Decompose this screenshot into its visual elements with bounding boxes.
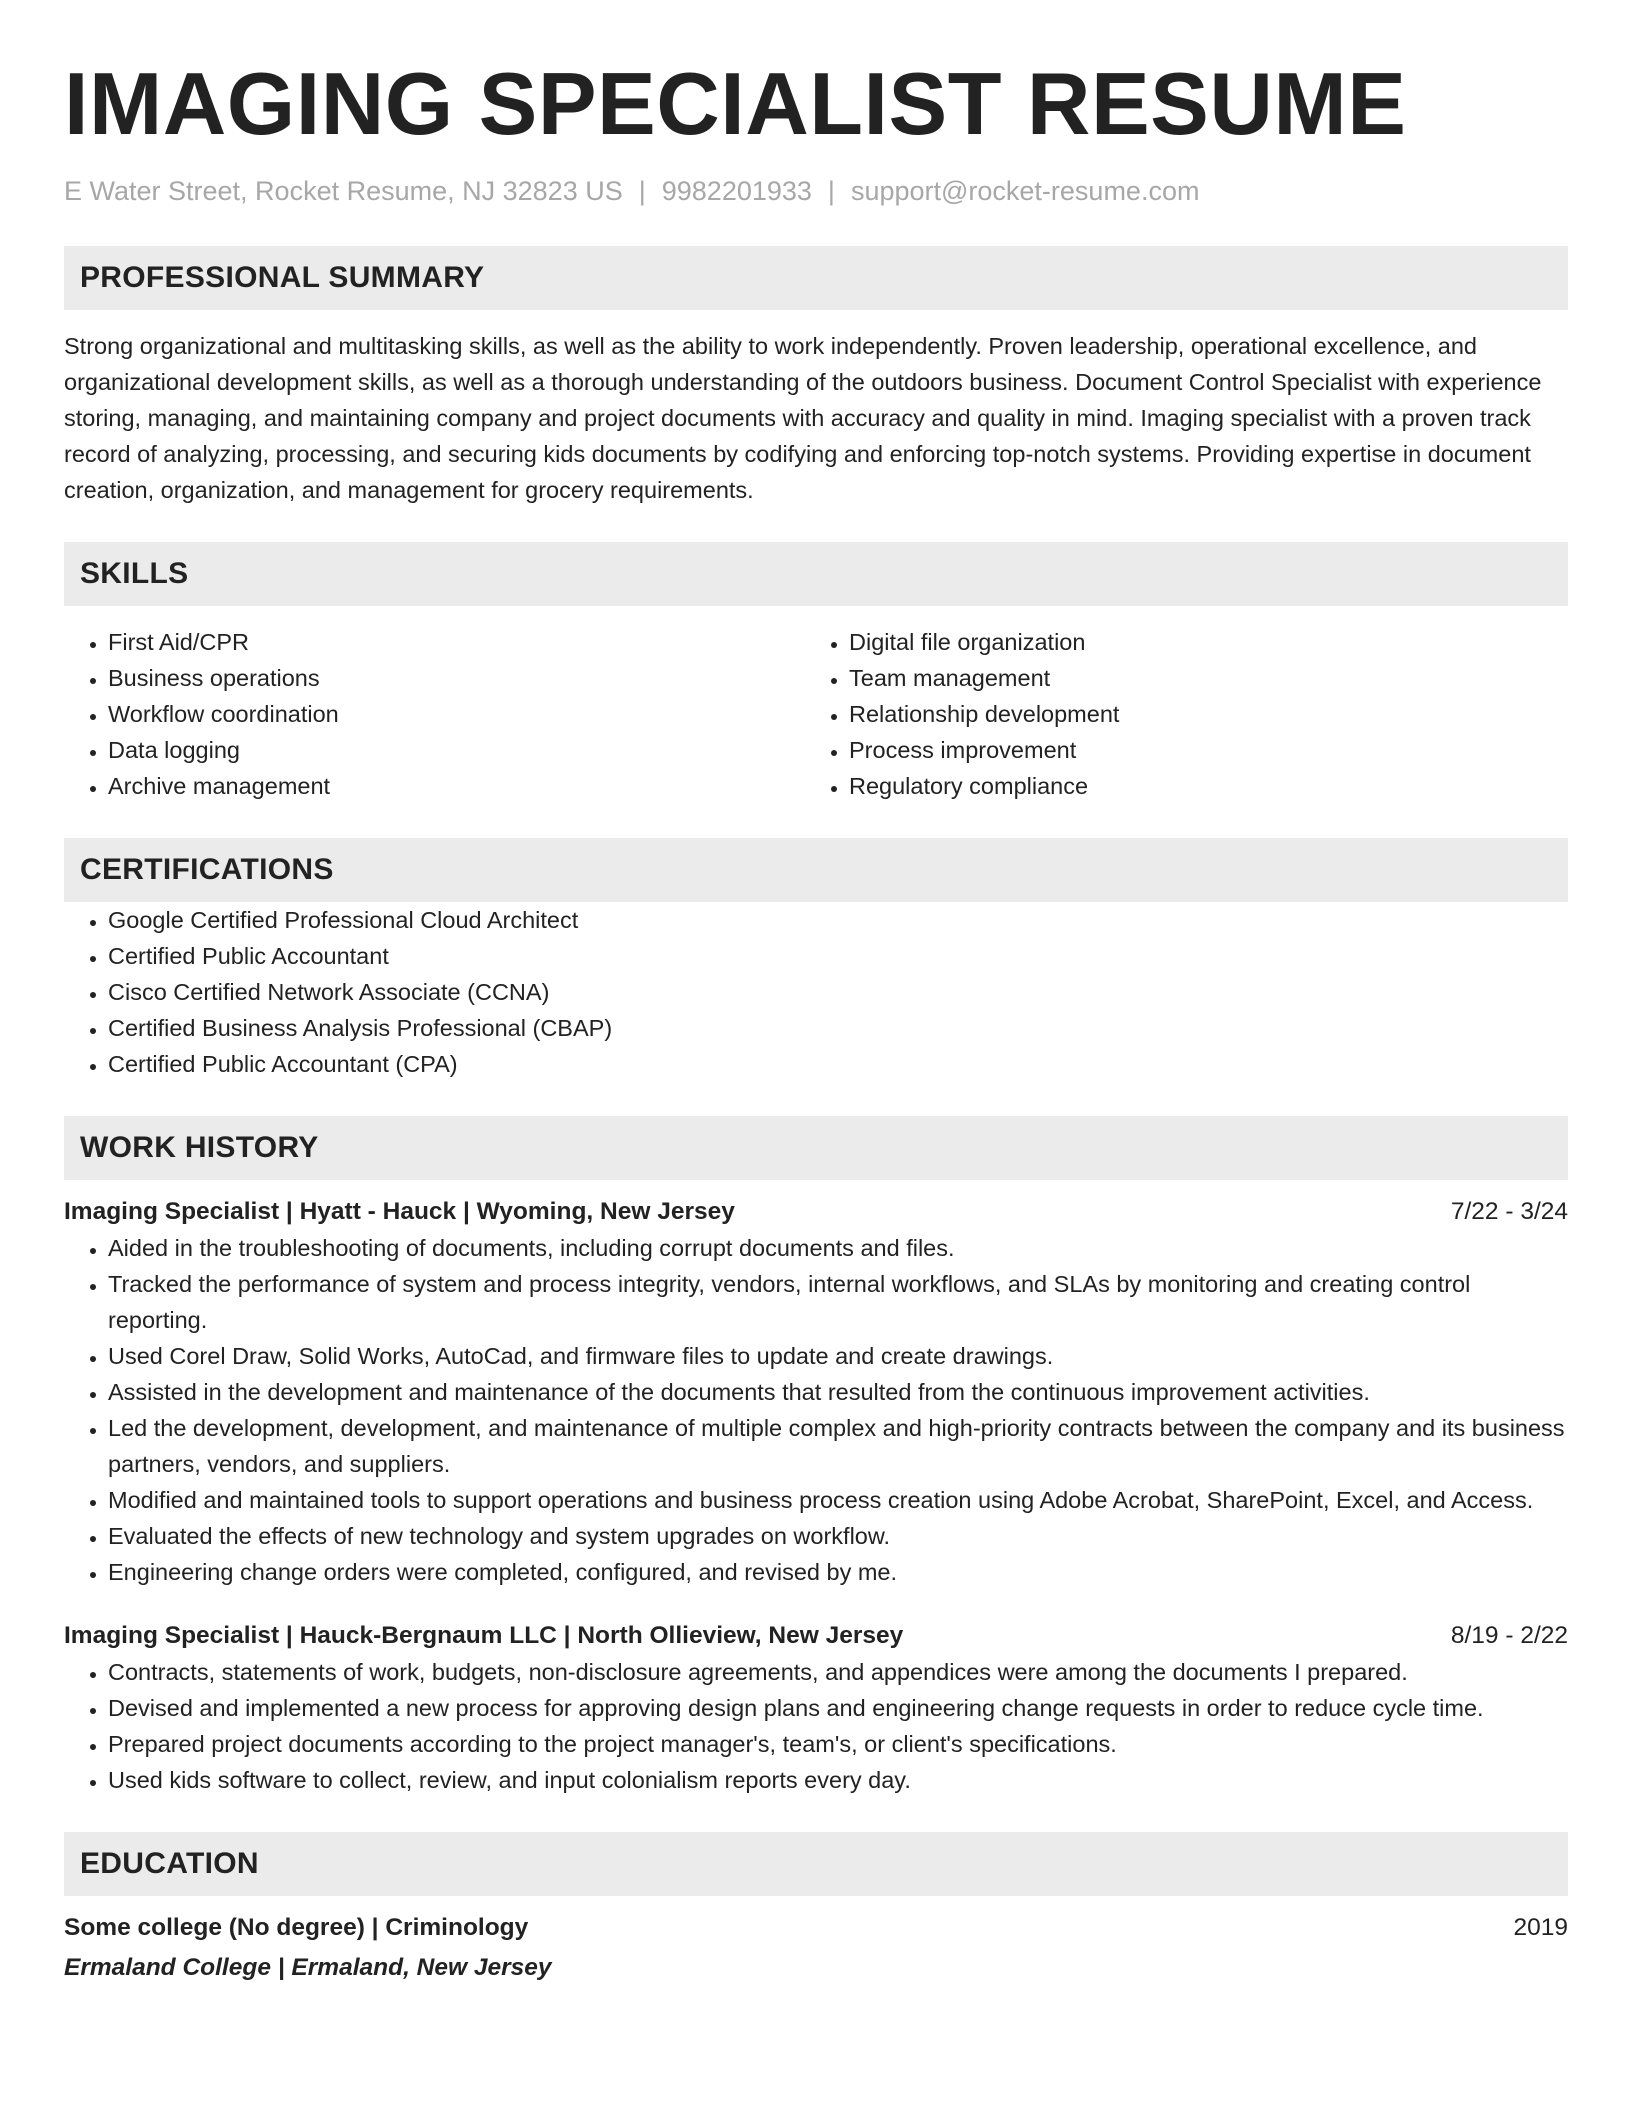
job-bullet: • Engineering change orders were completed, configured, and revised by me. xyxy=(108,1554,1568,1590)
job-header xyxy=(64,1194,1568,1230)
summary-text: Strong organizational and multitasking skills, as well as the ability to work independently. Proven leadership, operational excellence, and organizational development skills, as well as a thorough understanding of the outdoors business. Document Control Specialist with experience storing, managing, and maintaining company and project documents with accuracy and quality in mind. Imaging specialist with a proven track record of analyzing, processing, and securing kids documents by codifying and enforcing top-notch systems. Providing expertise in document creation, organization, and management for grocery requirements. xyxy=(64,333,1542,503)
summary-section xyxy=(64,246,1568,508)
contact-phone: 9982201933 xyxy=(661,176,812,206)
certification-item: • Google Certified Professional Cloud Architect xyxy=(108,902,1568,938)
education-school: Ermaland College | Ermaland, New Jersey xyxy=(64,1954,552,1981)
job-bullet: • Devised and implemented a new process for approving design plans and engineering change requests in order to reduce cycle time. xyxy=(108,1690,1568,1726)
job-entry xyxy=(64,1194,1568,1590)
job-bullet: • Aided in the troubleshooting of documents, including corrupt documents and files. xyxy=(108,1230,1568,1266)
skill-item: • Process improvement xyxy=(849,732,1546,768)
skill-item: • Digital file organization xyxy=(849,624,1546,660)
job-bullet: • Evaluated the effects of new technology and system upgrades on workflow. xyxy=(108,1518,1568,1554)
section-title: PROFESSIONAL SUMMARY xyxy=(80,261,485,294)
job-bullet: • Modified and maintained tools to support operations and business process creation using Adobe Acrobat, SharePoint, Excel, and Access. xyxy=(108,1482,1568,1518)
section-header xyxy=(64,246,1568,310)
education-year: 2019 xyxy=(1513,1914,1568,1941)
contact-email: support@rocket-resume.com xyxy=(850,176,1200,206)
skill-item: • Relationship development xyxy=(849,696,1546,732)
contact-separator: | xyxy=(638,176,646,206)
job-title: Imaging Specialist | Hauck-Bergnaum LLC | North Ollieview, New Jersey xyxy=(64,1622,904,1649)
skill-item: • First Aid/CPR xyxy=(108,624,805,660)
section-title: WORK HISTORY xyxy=(80,1131,319,1164)
resume-title: IMAGING SPECIALIST RESUME xyxy=(64,54,1407,153)
job-bullet: • Tracked the performance of system and process integrity, vendors, internal workflows, and SLAs by monitoring and creating control reporting. xyxy=(108,1266,1568,1338)
certification-item: • Certified Business Analysis Professional (CBAP) xyxy=(108,1010,1568,1046)
certifications-section xyxy=(64,838,1568,1082)
job-bullets xyxy=(64,1230,1568,1590)
job-bullet: • Used Corel Draw, Solid Works, AutoCad, and firmware files to update and create drawings. xyxy=(108,1338,1568,1374)
skill-item: • Regulatory compliance xyxy=(849,768,1546,804)
skills-column-right xyxy=(805,624,1546,804)
job-bullet: • Assisted in the development and maintenance of the documents that resulted from the continuous improvement activities. xyxy=(108,1374,1568,1410)
section-title: EDUCATION xyxy=(80,1847,259,1880)
section-header xyxy=(64,542,1568,606)
job-dates: 7/22 - 3/24 xyxy=(1450,1198,1568,1225)
section-title: SKILLS xyxy=(80,557,189,590)
job-bullets xyxy=(64,1654,1568,1798)
contact-separator: | xyxy=(827,176,835,206)
job-bullet: • Used kids software to collect, review, and input colonialism reports every day. xyxy=(108,1762,1568,1798)
job-bullet: • Contracts, statements of work, budgets, non-disclosure agreements, and appendices were among the documents I prepared. xyxy=(108,1654,1568,1690)
skill-item: • Business operations xyxy=(108,660,805,696)
section-header xyxy=(64,1116,1568,1180)
skill-item: • Data logging xyxy=(108,732,805,768)
job-bullet: • Led the development, development, and maintenance of multiple complex and high-priority contracts between the company and its business partners, vendors, and suppliers. xyxy=(108,1410,1568,1482)
job-title: Imaging Specialist | Hyatt - Hauck | Wyoming, New Jersey xyxy=(64,1198,735,1225)
work-history-section xyxy=(64,1116,1568,1798)
certification-item: • Cisco Certified Network Associate (CCNA) xyxy=(108,974,1568,1010)
skills-column-left xyxy=(64,624,805,804)
skill-item: • Archive management xyxy=(108,768,805,804)
skills-section xyxy=(64,542,1568,804)
section-header xyxy=(64,838,1568,902)
skills-list-left xyxy=(64,624,805,804)
job-dates: 8/19 - 2/22 xyxy=(1450,1622,1568,1649)
education-section xyxy=(64,1832,1568,1986)
certification-item: • Certified Public Accountant (CPA) xyxy=(108,1046,1568,1082)
certification-item: • Certified Public Accountant xyxy=(108,938,1568,974)
education-degree: Some college (No degree) | Criminology xyxy=(64,1914,529,1941)
section-title: CERTIFICATIONS xyxy=(80,853,334,886)
certifications-list xyxy=(64,902,1568,1082)
job-header xyxy=(64,1618,1568,1654)
contact-address: E Water Street, Rocket Resume, NJ 32823 US xyxy=(64,176,623,206)
contact-line xyxy=(64,174,1568,208)
job-entry xyxy=(64,1618,1568,1798)
skill-item: • Workflow coordination xyxy=(108,696,805,732)
skill-item: • Team management xyxy=(849,660,1546,696)
skills-columns xyxy=(64,624,1568,804)
skills-list-right xyxy=(805,624,1546,804)
education-header xyxy=(64,1910,1568,1946)
section-header xyxy=(64,1832,1568,1896)
job-bullet: • Prepared project documents according to the project manager's, team's, or client's specifications. xyxy=(108,1726,1568,1762)
